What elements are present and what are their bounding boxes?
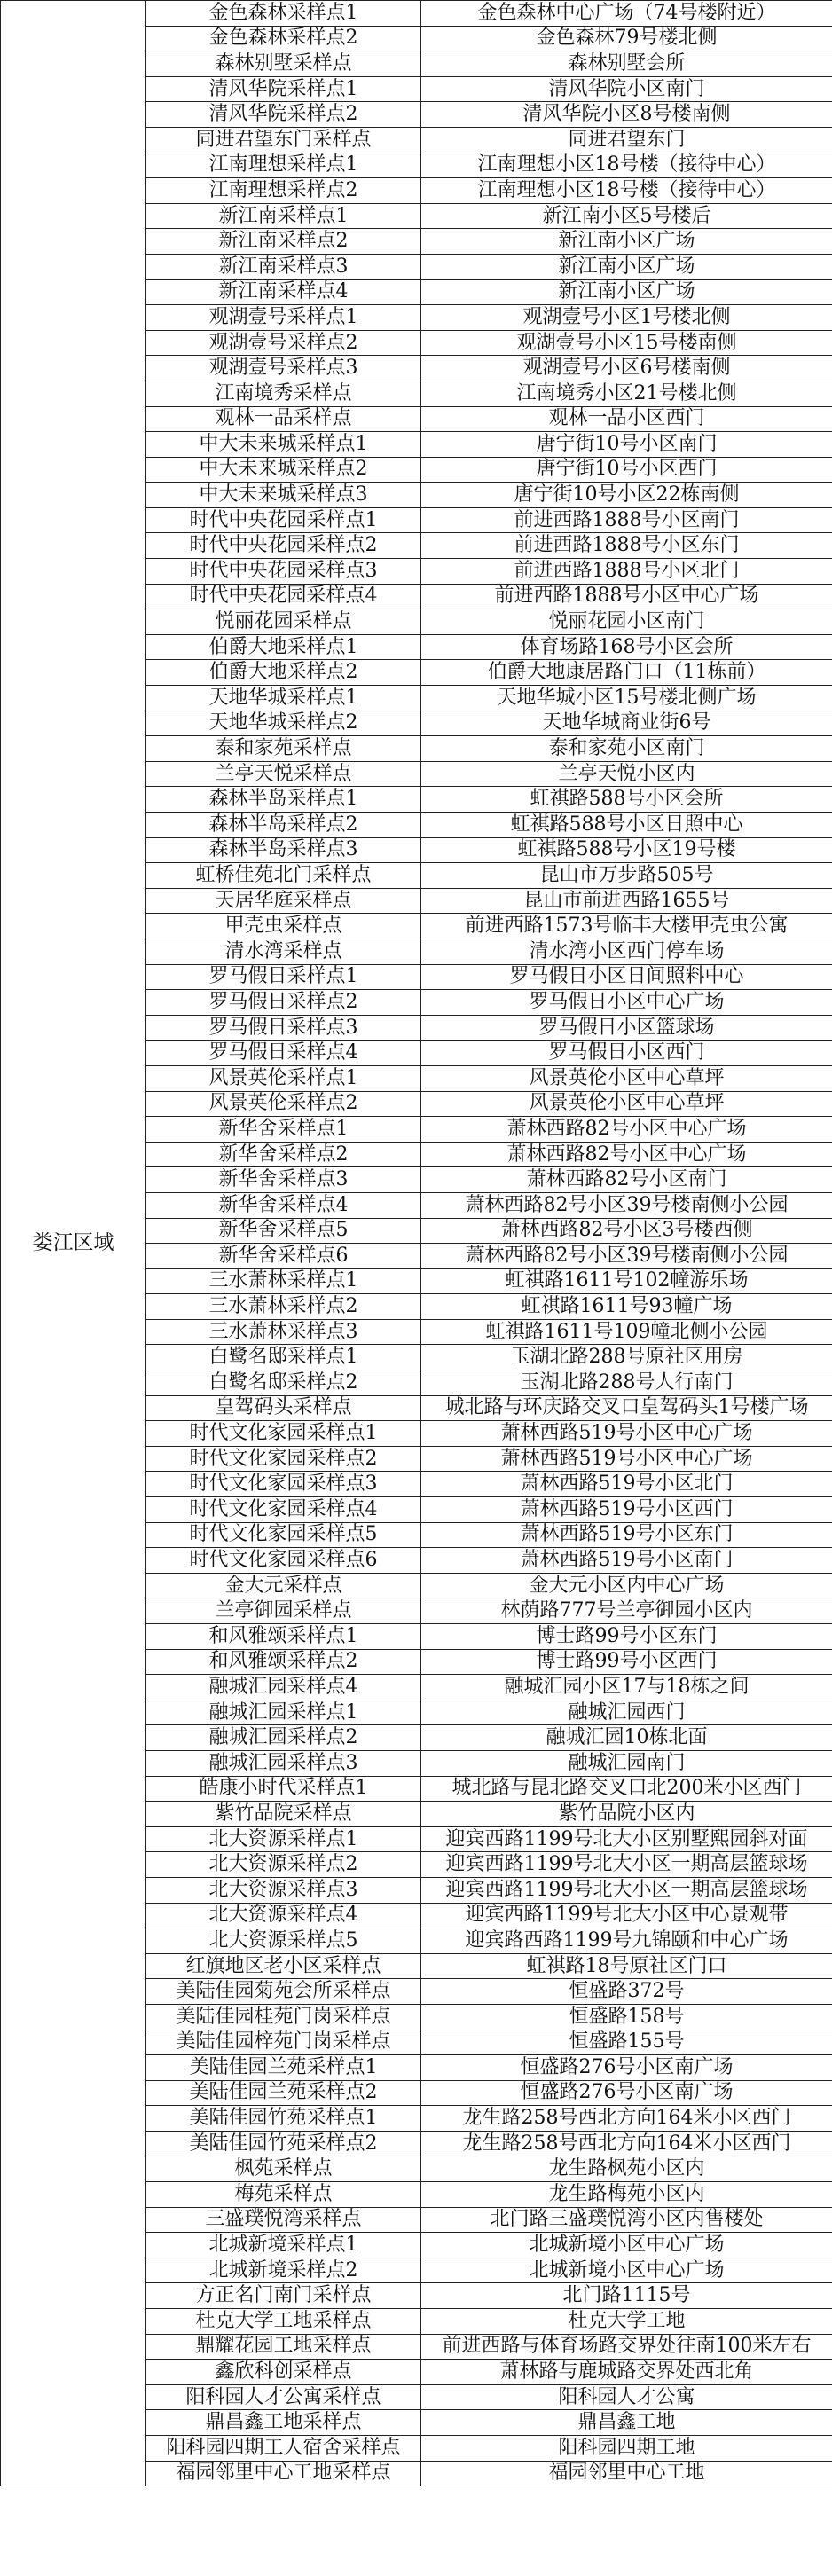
sampling-point-location: 林荫路777号兰亭御园小区内 [421, 1598, 832, 1624]
sampling-point-location: 龙生路258号西北方向164米小区西门 [421, 2106, 832, 2132]
sampling-point-location: 虹祺路1611号93幢广场 [421, 1294, 832, 1320]
sampling-point-name: 兰亭御园采样点 [146, 1598, 421, 1624]
sampling-point-location: 杜克大学工地 [421, 2309, 832, 2335]
sampling-point-name: 融城汇园采样点4 [146, 1675, 421, 1700]
sampling-point-location: 虹祺路588号小区会所 [421, 787, 832, 813]
sampling-point-name: 金色森林采样点2 [146, 26, 421, 51]
sampling-point-location: 恒盛路372号 [421, 1979, 832, 2005]
sampling-point-name: 江南理想采样点1 [146, 153, 421, 178]
sampling-point-location: 萧林路与鹿城路交界处西北角 [421, 2360, 832, 2385]
sampling-point-name: 紫竹品院采样点 [146, 1802, 421, 1827]
sampling-point-name: 中大未来城采样点1 [146, 432, 421, 458]
sampling-point-location: 萧林西路519号小区中心广场 [421, 1421, 832, 1447]
sampling-point-location: 迎宾西路1199号北大小区中心景观带 [421, 1903, 832, 1928]
sampling-point-name: 融城汇园采样点2 [146, 1725, 421, 1751]
sampling-point-name: 甲壳虫采样点 [146, 914, 421, 939]
sampling-point-location: 融城汇园小区17与18栋之间 [421, 1675, 832, 1700]
sampling-point-name: 枫苑采样点 [146, 2156, 421, 2182]
sampling-point-name: 三水萧林采样点1 [146, 1268, 421, 1294]
sampling-point-location: 同进君望东门 [421, 127, 832, 153]
sampling-point-name: 美陆佳园竹苑采样点2 [146, 2131, 421, 2156]
sampling-point-location: 阳科园四期工地 [421, 2436, 832, 2462]
sampling-point-location: 罗马假日小区西门 [421, 1041, 832, 1066]
sampling-point-location: 萧林西路82号小区中心广场 [421, 1117, 832, 1143]
sampling-point-name: 时代中央花园采样点1 [146, 507, 421, 533]
sampling-point-location: 萧林西路82号小区南门 [421, 1167, 832, 1193]
sampling-point-location: 前进西路与体育场路交界处往南100米左右 [421, 2334, 832, 2360]
sampling-point-name: 悦丽花园采样点 [146, 609, 421, 635]
sampling-point-name: 北大资源采样点3 [146, 1877, 421, 1903]
sampling-point-name: 红旗地区老小区采样点 [146, 1953, 421, 1979]
sampling-point-location: 新江南小区广场 [421, 279, 832, 305]
sampling-point-name: 江南境秀采样点 [146, 381, 421, 406]
sampling-point-name: 罗马假日采样点3 [146, 1015, 421, 1041]
sampling-point-name: 三盛璞悦湾采样点 [146, 2207, 421, 2233]
sampling-point-name: 鼎昌鑫工地采样点 [146, 2410, 421, 2436]
sampling-point-location: 恒盛路155号 [421, 2030, 832, 2055]
sampling-point-name: 虹桥佳苑北门采样点 [146, 863, 421, 889]
sampling-point-location: 萧林西路519号小区南门 [421, 1548, 832, 1574]
sampling-point-name: 北城新境采样点1 [146, 2233, 421, 2258]
sampling-point-location: 萧林西路519号小区北门 [421, 1472, 832, 1497]
sampling-point-name: 新江南采样点3 [146, 254, 421, 279]
sampling-point-name: 观湖壹号采样点1 [146, 305, 421, 331]
sampling-point-location: 观湖壹号小区6号楼南侧 [421, 356, 832, 381]
sampling-point-location: 新江南小区广场 [421, 254, 832, 279]
sampling-point-location: 萧林西路82号小区39号楼南侧小公园 [421, 1192, 832, 1218]
sampling-point-name: 皓康小时代采样点1 [146, 1776, 421, 1802]
sampling-point-location: 江南境秀小区21号楼北侧 [421, 381, 832, 406]
sampling-point-location: 萧林西路82号小区中心广场 [421, 1142, 832, 1167]
sampling-point-location: 北城新境小区中心广场 [421, 2258, 832, 2283]
sampling-point-location: 城北路与昆北路交叉口北200米小区西门 [421, 1776, 832, 1802]
sampling-point-name: 白鹭名邸采样点2 [146, 1370, 421, 1396]
sampling-point-location: 前进西路1573号临丰大楼甲壳虫公寓 [421, 914, 832, 939]
sampling-point-name: 伯爵大地采样点2 [146, 660, 421, 686]
sampling-point-name: 鼎耀花园工地采样点 [146, 2334, 421, 2360]
sampling-point-location: 观林一品小区西门 [421, 406, 832, 432]
sampling-point-location: 萧林西路519号小区东门 [421, 1522, 832, 1548]
sampling-point-location: 观湖壹号小区1号楼北侧 [421, 305, 832, 331]
sampling-point-name: 鑫欣科创采样点 [146, 2360, 421, 2385]
sampling-point-name: 阳科园人才公寓采样点 [146, 2384, 421, 2410]
sampling-point-name: 北大资源采样点5 [146, 1928, 421, 1954]
sampling-point-name: 伯爵大地采样点1 [146, 634, 421, 660]
sampling-point-name: 新江南采样点2 [146, 229, 421, 255]
sampling-point-location: 江南理想小区18号楼（接待中心） [421, 153, 832, 178]
sampling-point-location: 泰和家苑小区南门 [421, 736, 832, 762]
sampling-point-location: 清水湾小区西门停车场 [421, 939, 832, 964]
sampling-point-location: 悦丽花园小区南门 [421, 609, 832, 635]
sampling-point-location: 恒盛路158号 [421, 2004, 832, 2030]
sampling-point-name: 兰亭天悦采样点 [146, 761, 421, 787]
sampling-point-location: 新江南小区5号楼后 [421, 203, 832, 229]
sampling-point-location: 天地华城小区15号楼北侧广场 [421, 686, 832, 711]
sampling-point-location: 风景英伦小区中心草坪 [421, 1091, 832, 1117]
sampling-point-name: 融城汇园采样点1 [146, 1700, 421, 1725]
sampling-point-name: 清风华院采样点2 [146, 102, 421, 128]
sampling-point-location: 清风华院小区南门 [421, 76, 832, 102]
sampling-point-name: 时代中央花园采样点4 [146, 584, 421, 609]
sampling-point-name: 美陆佳园梓苑门岗采样点 [146, 2030, 421, 2055]
sampling-point-name: 观林一品采样点 [146, 406, 421, 432]
table-body [1, 1, 832, 2486]
sampling-point-name: 新华舍采样点1 [146, 1117, 421, 1143]
sampling-point-location: 虹祺路1611号109幢北侧小公园 [421, 1319, 832, 1345]
sampling-point-name: 清风华院采样点1 [146, 76, 421, 102]
sampling-point-name: 江南理想采样点2 [146, 178, 421, 204]
sampling-point-location: 萧林西路519号小区中心广场 [421, 1446, 832, 1472]
region-cell: 娄江区域 [1, 1, 146, 2486]
sampling-point-location: 萧林西路519号小区西门 [421, 1497, 832, 1523]
sampling-point-name: 新江南采样点1 [146, 203, 421, 229]
sampling-point-location: 昆山市前进西路1655号 [421, 888, 832, 914]
sampling-point-name: 时代中央花园采样点2 [146, 533, 421, 559]
sampling-point-location: 博士路99号小区西门 [421, 1649, 832, 1675]
sampling-point-location: 北城新境小区中心广场 [421, 2233, 832, 2258]
sampling-point-location: 鼎昌鑫工地 [421, 2410, 832, 2436]
sampling-point-location: 迎宾路西路1199号九锦颐和中心广场 [421, 1928, 832, 1954]
sampling-point-location: 福园邻里中心工地 [421, 2461, 832, 2486]
sampling-point-name: 观湖壹号采样点3 [146, 356, 421, 381]
sampling-point-location: 恒盛路276号小区南广场 [421, 2055, 832, 2081]
sampling-point-name: 罗马假日采样点1 [146, 964, 421, 990]
sampling-point-location: 风景英伦小区中心草坪 [421, 1065, 832, 1091]
sampling-point-location: 萧林西路82号小区39号楼南侧小公园 [421, 1244, 832, 1269]
sampling-point-location: 龙生路258号西北方向164米小区西门 [421, 2131, 832, 2156]
sampling-point-name: 北城新境采样点2 [146, 2258, 421, 2283]
sampling-point-name: 金大元采样点 [146, 1573, 421, 1598]
sampling-point-name: 美陆佳园兰苑采样点2 [146, 2080, 421, 2106]
sampling-point-location: 清风华院小区8号楼南侧 [421, 102, 832, 128]
sampling-point-location: 体育场路168号小区会所 [421, 634, 832, 660]
sampling-point-name: 同进君望东门采样点 [146, 127, 421, 153]
sampling-point-location: 城北路与环庆路交叉口皇驾码头1号楼广场 [421, 1395, 832, 1421]
sampling-point-name: 森林别墅采样点 [146, 51, 421, 77]
sampling-point-name: 三水萧林采样点2 [146, 1294, 421, 1320]
sampling-point-name: 北大资源采样点1 [146, 1826, 421, 1852]
sampling-point-location: 前进西路1888号小区北门 [421, 559, 832, 585]
sampling-point-location: 紫竹品院小区内 [421, 1802, 832, 1827]
sampling-point-location: 玉湖北路288号人行南门 [421, 1370, 832, 1396]
sampling-point-name: 时代文化家园采样点5 [146, 1522, 421, 1548]
sampling-point-name: 新华舍采样点5 [146, 1218, 421, 1244]
sampling-point-location: 虹祺路18号原社区门口 [421, 1953, 832, 1979]
sampling-point-name: 时代文化家园采样点6 [146, 1548, 421, 1574]
sampling-point-location: 罗马假日小区篮球场 [421, 1015, 832, 1041]
sampling-point-location: 融城汇园10栋北面 [421, 1725, 832, 1751]
sampling-point-name: 观湖壹号采样点2 [146, 330, 421, 356]
sampling-point-name: 天居华庭采样点 [146, 888, 421, 914]
table-row [1, 1, 832, 27]
sampling-point-name: 和风雅颂采样点1 [146, 1624, 421, 1650]
sampling-point-location: 唐宁街10号小区22栋南侧 [421, 483, 832, 508]
sampling-point-location: 金色森林79号楼北侧 [421, 26, 832, 51]
sampling-point-location: 前进西路1888号小区东门 [421, 533, 832, 559]
sampling-point-location: 昆山市万步路505号 [421, 863, 832, 889]
sampling-point-name: 皇驾码头采样点 [146, 1395, 421, 1421]
sampling-point-location: 金色森林中心广场（74号楼附近） [421, 1, 832, 27]
sampling-point-name: 新华舍采样点6 [146, 1244, 421, 1269]
sampling-point-location: 前进西路1888号小区中心广场 [421, 584, 832, 609]
sampling-point-name: 和风雅颂采样点2 [146, 1649, 421, 1675]
sampling-point-name: 森林半岛采样点3 [146, 837, 421, 863]
sampling-point-location: 虹祺路588号小区日照中心 [421, 813, 832, 838]
sampling-point-location: 玉湖北路288号原社区用房 [421, 1345, 832, 1370]
sampling-point-name: 中大未来城采样点2 [146, 457, 421, 483]
sampling-point-location: 江南理想小区18号楼（接待中心） [421, 178, 832, 204]
sampling-point-location: 北门路三盛璞悦湾小区内售楼处 [421, 2207, 832, 2233]
sampling-point-name: 福园邻里中心工地采样点 [146, 2461, 421, 2486]
sampling-point-name: 白鹭名邸采样点1 [146, 1345, 421, 1370]
sampling-point-location: 迎宾西路1199号北大小区一期高层篮球场 [421, 1852, 832, 1878]
sampling-point-name: 森林半岛采样点2 [146, 813, 421, 838]
sampling-point-name: 新华舍采样点2 [146, 1142, 421, 1167]
sampling-point-name: 风景英伦采样点1 [146, 1065, 421, 1091]
sampling-point-name: 阳科园四期工人宿舍采样点 [146, 2436, 421, 2462]
sampling-point-location: 罗马假日小区中心广场 [421, 990, 832, 1016]
sampling-point-name: 时代文化家园采样点1 [146, 1421, 421, 1447]
sampling-point-location: 融城汇园西门 [421, 1700, 832, 1725]
sampling-point-name: 美陆佳园菊苑会所采样点 [146, 1979, 421, 2005]
sampling-point-name: 森林半岛采样点1 [146, 787, 421, 813]
sampling-point-name: 罗马假日采样点4 [146, 1041, 421, 1066]
sampling-point-name: 北大资源采样点2 [146, 1852, 421, 1878]
sampling-point-name: 三水萧林采样点3 [146, 1319, 421, 1345]
sampling-point-name: 天地华城采样点1 [146, 686, 421, 711]
sampling-point-name: 泰和家苑采样点 [146, 736, 421, 762]
sampling-point-name: 天地华城采样点2 [146, 711, 421, 736]
sampling-point-location: 恒盛路276号小区南广场 [421, 2080, 832, 2106]
sampling-point-name: 北大资源采样点4 [146, 1903, 421, 1928]
sampling-point-location: 伯爵大地康居路门口（11栋前） [421, 660, 832, 686]
sampling-point-location: 龙生路枫苑小区内 [421, 2156, 832, 2182]
sampling-point-name: 罗马假日采样点2 [146, 990, 421, 1016]
sampling-point-name: 时代文化家园采样点2 [146, 1446, 421, 1472]
sampling-point-location: 观湖壹号小区15号楼南侧 [421, 330, 832, 356]
sampling-point-name: 杜克大学工地采样点 [146, 2309, 421, 2335]
sampling-point-location: 唐宁街10号小区西门 [421, 457, 832, 483]
sampling-point-location: 天地华城商业街6号 [421, 711, 832, 736]
sampling-point-name: 美陆佳园兰苑采样点1 [146, 2055, 421, 2081]
sampling-point-name: 融城汇园采样点3 [146, 1750, 421, 1776]
sampling-point-location: 北门路1115号 [421, 2283, 832, 2309]
sampling-point-location: 唐宁街10号小区南门 [421, 432, 832, 458]
sampling-point-location: 融城汇园南门 [421, 1750, 832, 1776]
sampling-point-location: 迎宾西路1199号北大小区别墅熙园斜对面 [421, 1826, 832, 1852]
sampling-point-name: 方正名门南门采样点 [146, 2283, 421, 2309]
sampling-point-name: 时代中央花园采样点3 [146, 559, 421, 585]
sampling-point-location: 金大元小区内中心广场 [421, 1573, 832, 1598]
sampling-point-name: 美陆佳园桂苑门岗采样点 [146, 2004, 421, 2030]
sampling-point-name: 风景英伦采样点2 [146, 1091, 421, 1117]
sampling-point-location: 阳科园人才公寓 [421, 2384, 832, 2410]
sampling-point-location: 迎宾西路1199号北大小区一期高层篮球场 [421, 1877, 832, 1903]
sampling-point-name: 梅苑采样点 [146, 2182, 421, 2208]
sampling-point-location: 虹祺路588号小区19号楼 [421, 837, 832, 863]
sampling-point-name: 新江南采样点4 [146, 279, 421, 305]
sampling-point-location: 虹祺路1611号102幢游乐场 [421, 1268, 832, 1294]
sampling-point-name: 美陆佳园竹苑采样点1 [146, 2106, 421, 2132]
sampling-point-name: 清水湾采样点 [146, 939, 421, 964]
sampling-point-location: 森林别墅会所 [421, 51, 832, 77]
sampling-point-location: 新江南小区广场 [421, 229, 832, 255]
sampling-point-name: 新华舍采样点3 [146, 1167, 421, 1193]
sampling-point-name: 中大未来城采样点3 [146, 483, 421, 508]
sampling-point-location: 前进西路1888号小区南门 [421, 507, 832, 533]
sampling-point-location: 博士路99号小区东门 [421, 1624, 832, 1650]
sampling-point-name: 金色森林采样点1 [146, 1, 421, 27]
sampling-point-location: 萧林西路82号小区3号楼西侧 [421, 1218, 832, 1244]
sampling-point-name: 新华舍采样点4 [146, 1192, 421, 1218]
sampling-point-location: 兰亭天悦小区内 [421, 761, 832, 787]
sampling-point-location: 龙生路梅苑小区内 [421, 2182, 832, 2208]
sampling-point-name: 时代文化家园采样点3 [146, 1472, 421, 1497]
sampling-point-name: 时代文化家园采样点4 [146, 1497, 421, 1523]
sampling-point-location: 罗马假日小区日间照料中心 [421, 964, 832, 990]
